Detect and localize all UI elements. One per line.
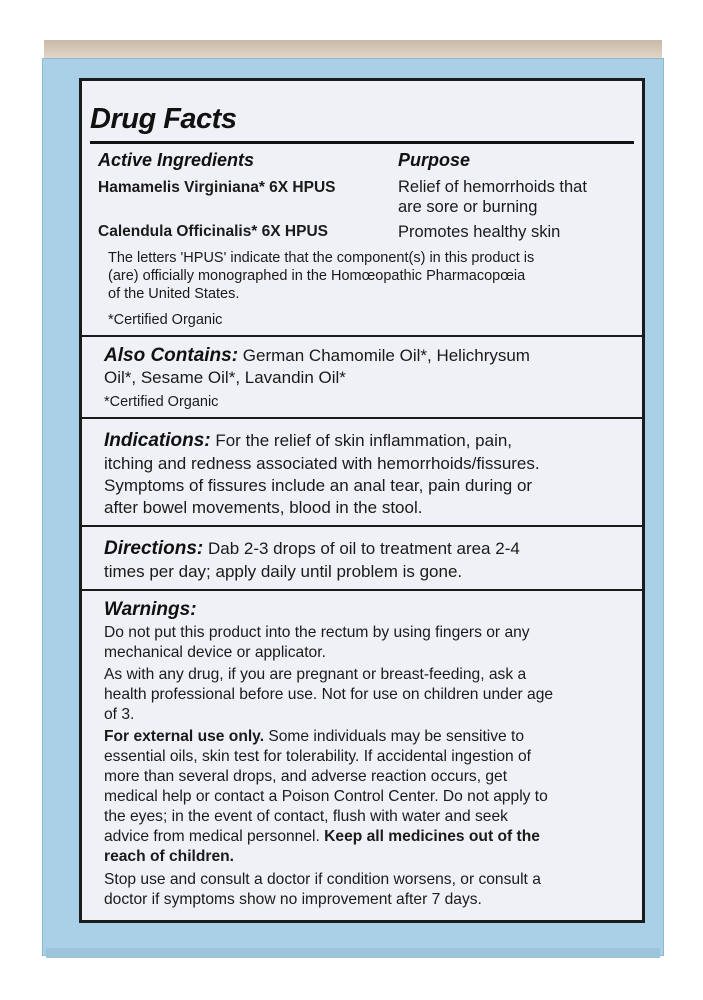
section-rule-4 [82,589,642,591]
directions-line1: Directions: Dab 2-3 drops of oil to treatment area 2-4 [104,538,520,559]
external-use-only: For external use only. [104,728,265,745]
certified-organic-note: *Certified Organic [108,312,223,328]
active-ingredients-header: Active Ingredients [98,150,255,170]
ingredient-hamamelis: Hamamelis Virginiana* 6X HPUS [98,179,336,196]
warnings-p2-line2: health professional before use. Not for use on children under age [104,686,554,703]
indications-line2: itching and redness associated with hemorrhoids/fissures. [104,454,540,473]
indications-line1: Indications: For the relief of skin inflammation, pain, [104,430,513,451]
warnings-p4-line1: Stop use and consult a doctor if condition worsens, or consult a [104,871,541,888]
indications-line4: after bowel movements, blood in the stool. [104,498,423,517]
warnings-p3-line4: medical help or contact a Poison Control Center. Do not apply to [104,788,548,805]
section-rule-3 [82,525,642,527]
directions-label: Directions: [104,538,204,559]
purpose-calendula: Promotes healthy skin [398,223,561,241]
section-rule-2 [82,417,642,419]
warnings-p2-line1: As with any drug, if you are pregnant or breast-feeding, ask a [104,666,527,683]
box-bottom-edge [46,948,660,958]
warnings-p1-line1: Do not put this product into the rectum by using fingers or any [104,624,530,641]
indications-line3: Symptoms of fissures include an anal tear, pain during or [104,476,533,495]
hpus-note-line3: of the United States. [108,286,240,302]
ingredient-calendula: Calendula Officinalis* 6X HPUS [98,223,328,240]
keep-out-of-reach: Keep all medicines out of the [324,828,540,845]
directions-line2: times per day; apply daily until problem is gone. [104,562,463,581]
drug-facts-title: Drug Facts [90,103,237,135]
section-rule-1 [82,335,642,337]
warnings-label: Warnings: [104,599,197,620]
also-contains-line1: Also Contains: German Chamomile Oil*, Helichrysum [104,345,530,366]
also-contains-line2: Oil*, Sesame Oil*, Lavandin Oil* [104,368,346,387]
also-contains-label: Also Contains: [104,345,239,366]
warnings-p3-line3: more than several drops, and adverse reaction occurs, get [104,768,508,785]
hpus-note-line2: (are) officially monographed in the Homœopathic Pharmacopœia [108,268,526,284]
purpose-hamamelis-line2: are sore or burning [398,198,538,216]
purpose-header: Purpose [398,150,471,170]
warnings-p4-line2: doctor if symptoms show no improvement after 7 days. [104,891,482,908]
warnings-p1-line2: mechanical device or applicator. [104,644,326,661]
warnings-p3-line7: reach of children. [104,848,234,865]
warnings-p3-line5: the eyes; in the event of contact, flush with water and seek [104,808,508,825]
warnings-p3-line6: advice from medical personnel. Keep all medicines out of the [104,828,540,845]
drug-facts-panel [79,78,645,923]
also-certified-organic: *Certified Organic [104,394,219,410]
title-rule [90,141,634,144]
warnings-p2-line3: of 3. [104,706,135,723]
hpus-note-line1: The letters 'HPUS' indicate that the component(s) in this product is [108,250,535,266]
purpose-hamamelis-line1: Relief of hemorrhoids that [398,178,587,196]
warnings-p3-line1: For external use only. Some individuals may be sensitive to [104,728,525,745]
warnings-p3-line2: essential oils, skin test for tolerability. If accidental ingestion of [104,748,532,765]
indications-label: Indications: [104,430,211,451]
